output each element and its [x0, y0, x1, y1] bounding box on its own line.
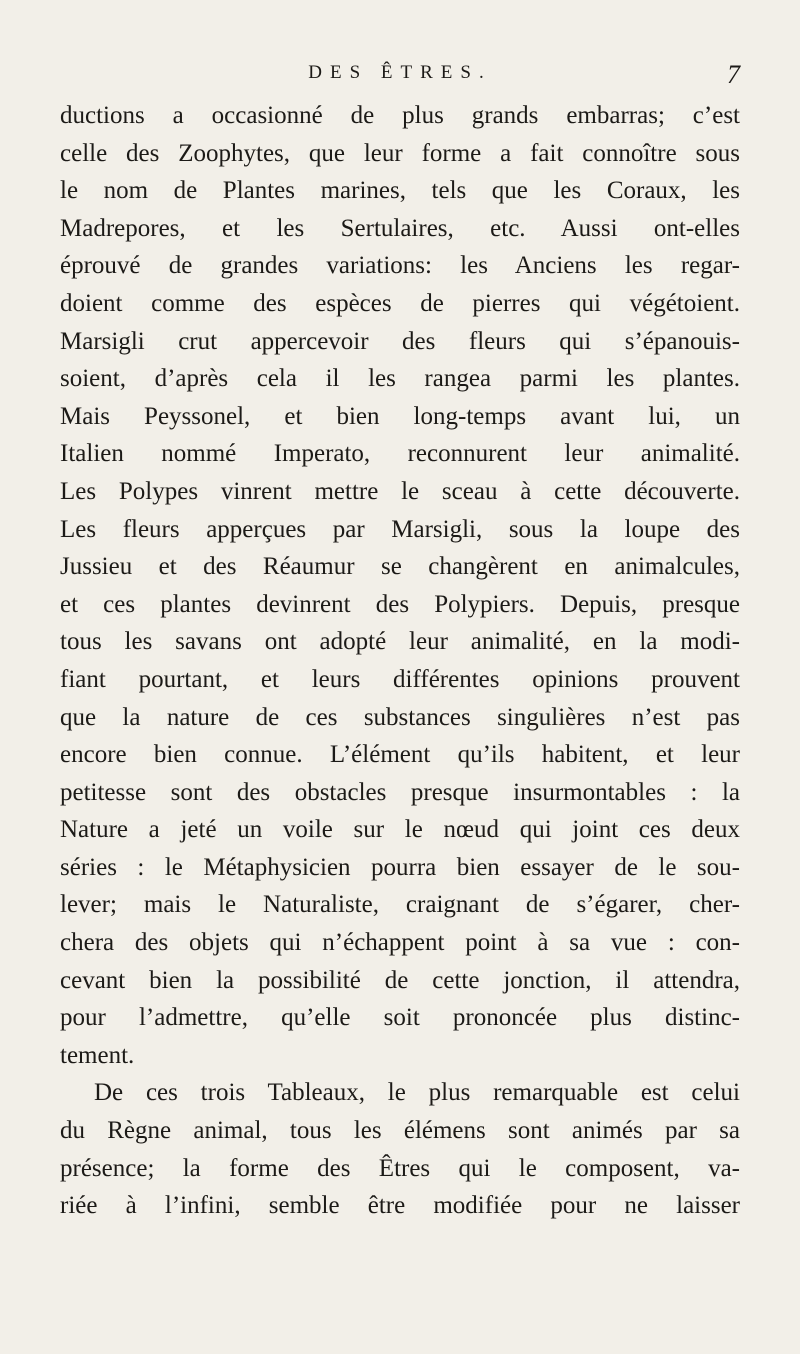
text-line: celle des Zoophytes, que leur forme a fait connoître sous: [60, 139, 740, 167]
text-line: que la nature de ces substances singulières n’est pas: [60, 703, 740, 731]
text-line: Les Polypes vinrent mettre le sceau à cette découverte.: [60, 477, 740, 505]
text-line: chera des objets qui n’échappent point à sa vue : con-: [60, 929, 740, 957]
text-line: et ces plantes devinrent des Polypiers. Depuis, presque: [60, 590, 740, 618]
text-line: présence; la forme des Êtres qui le composent, va-: [60, 1154, 740, 1182]
text-line: petitesse sont des obstacles presque insurmontables : la: [60, 778, 740, 806]
text-line: du Règne animal, tous les élémens sont animés par sa: [60, 1117, 740, 1145]
text-line: séries : le Métaphysicien pourra bien essayer de le sou-: [60, 853, 740, 881]
text-line: Nature a jeté un voile sur le nœud qui joint ces deux: [60, 816, 740, 844]
text-line: soient, d’après cela il les rangea parmi les plantes.: [60, 365, 740, 393]
text-line: Les fleurs apperçues par Marsigli, sous la loupe des: [60, 515, 740, 543]
running-head: DES ÊTRES.: [308, 62, 492, 83]
text-line: lever; mais le Naturaliste, craignant de s’égarer, cher-: [60, 891, 740, 919]
text-line: Marsigli crut appercevoir des fleurs qui s’épanouis-: [60, 327, 740, 355]
text-line: tement.: [60, 1041, 135, 1069]
text-line: Madrepores, et les Sertulaires, etc. Aussi ont-elles: [60, 214, 740, 242]
text-line: éprouvé de grandes variations: les Anciens les regar-: [60, 252, 740, 280]
text-line: le nom de Plantes marines, tels que les Coraux, les: [60, 177, 740, 205]
text-line: Italien nommé Imperato, reconnurent leur animalité.: [60, 440, 740, 468]
text-line: cevant bien la possibilité de cette jonction, il attendra,: [60, 966, 740, 994]
text-line: encore bien connue. L’élément qu’ils habitent, et leur: [60, 741, 740, 769]
text-line: De ces trois Tableaux, le plus remarquable est celui: [94, 1079, 740, 1107]
text-line: tous les savans ont adopté leur animalité, en la modi-: [60, 628, 740, 656]
text-line: riée à l’infini, semble être modifiée pour ne laisser: [60, 1192, 740, 1220]
text-line: fiant pourtant, et leurs différentes opinions prouvent: [60, 665, 740, 693]
page-number: 7: [727, 60, 740, 89]
page-header: [60, 62, 740, 92]
text-line: Jussieu et des Réaumur se changèrent en animalcules,: [60, 553, 740, 581]
text-line: doient comme des espèces de pierres qui végétoient.: [60, 289, 740, 317]
text-line: ductions a occasionné de plus grands embarras; c’est: [60, 102, 740, 129]
text-line: Mais Peyssonel, et bien long-temps avant lui, un: [60, 402, 740, 430]
body-text: [60, 97, 740, 1225]
text-line: pour l’admettre, qu’elle soit prononcée plus distinc-: [60, 1004, 740, 1032]
